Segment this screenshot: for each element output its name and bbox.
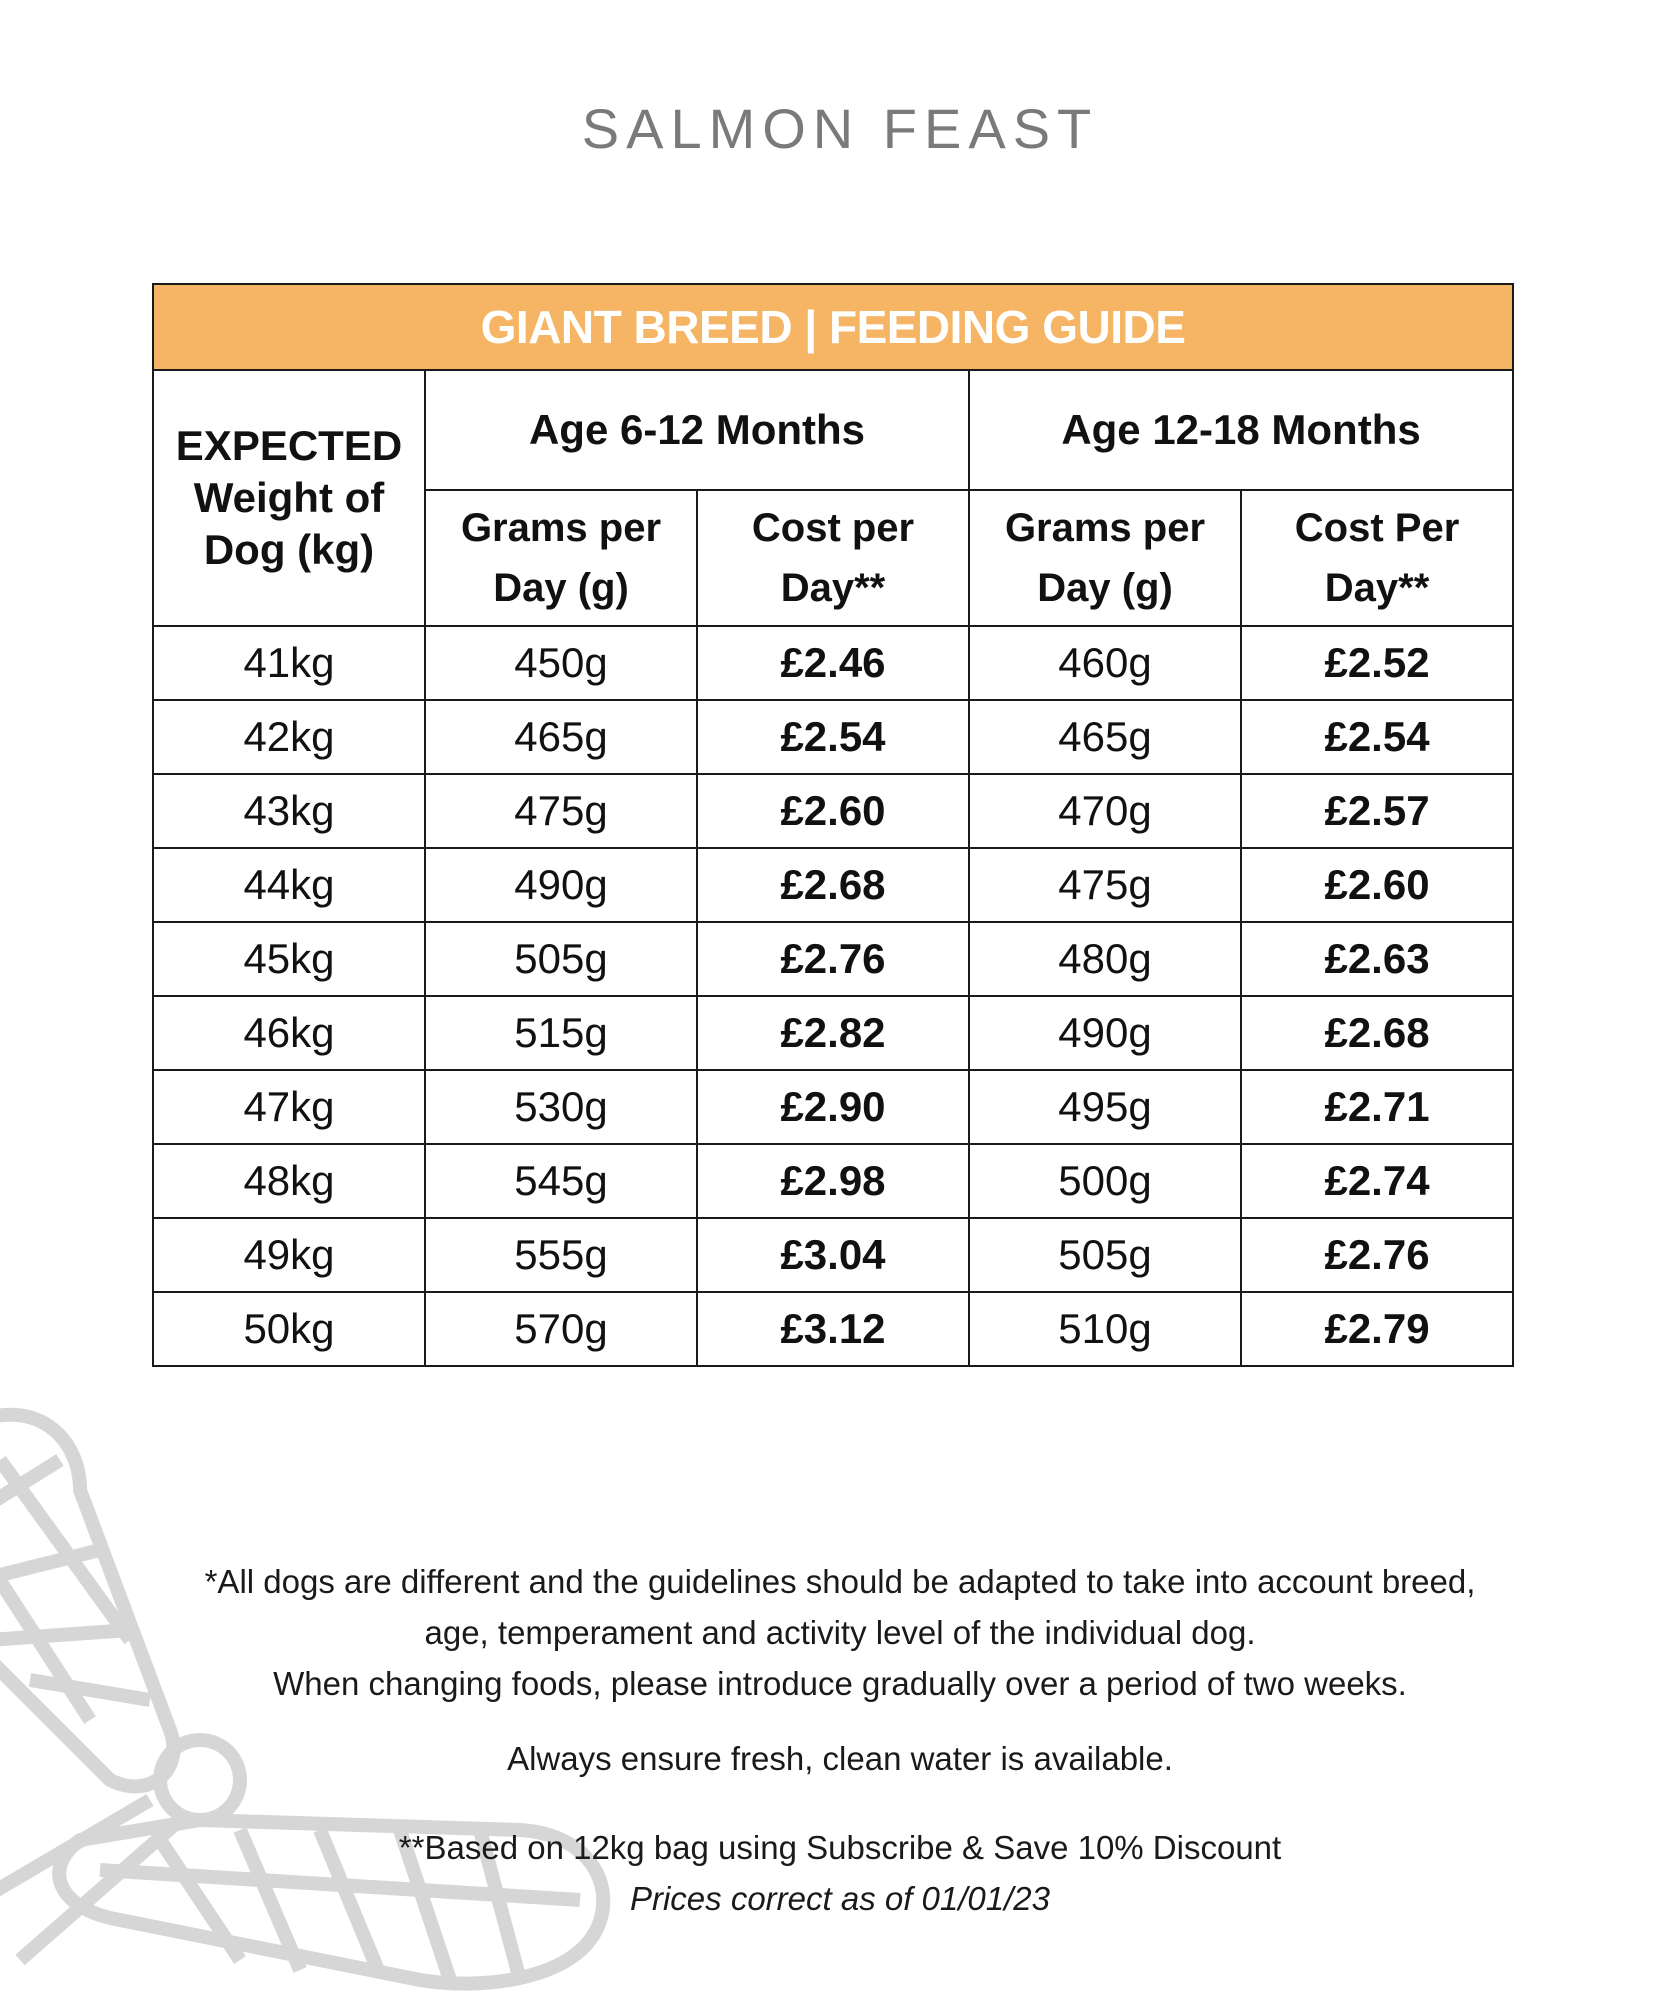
grams-cell: 570g <box>425 1292 697 1366</box>
weight-cell: 46kg <box>153 996 425 1070</box>
guideline-note-line-2: age, temperament and activity level of the individual dog. <box>424 1614 1256 1651</box>
sub-header-line: Grams per <box>1004 506 1206 550</box>
water-note <box>0 1740 1680 1778</box>
cost-cell: £2.46 <box>697 626 969 700</box>
grams-cell: 475g <box>425 774 697 848</box>
grams-cell: 460g <box>969 626 1241 700</box>
grams-cell: 480g <box>969 922 1241 996</box>
weight-cell: 42kg <box>153 700 425 774</box>
grams-cell: 510g <box>969 1292 1241 1366</box>
cost-cell: £2.60 <box>697 774 969 848</box>
grams-cell: 505g <box>969 1218 1241 1292</box>
based-on-text: **Based on 12kg bag using Subscribe & Save 10% Discount <box>398 1829 1282 1866</box>
water-note-text: Always ensure fresh, clean water is available. <box>507 1740 1173 1777</box>
sub-header-line: Grams per <box>460 506 662 550</box>
guideline-note <box>0 1556 1680 1709</box>
cost-cell: £2.52 <box>1241 626 1513 700</box>
sub-header-line: Day (g) <box>1037 566 1173 610</box>
age-group-6-12-header: Age 6-12 Months <box>425 370 969 490</box>
header-row-ages <box>153 370 1513 490</box>
table-row <box>153 626 1513 700</box>
age-group-12-18-header: Age 12-18 Months <box>969 370 1513 490</box>
weight-column-header <box>153 370 425 626</box>
grams-per-day-header-2 <box>969 490 1241 626</box>
grams-cell: 545g <box>425 1144 697 1218</box>
cost-cell: £2.68 <box>1241 996 1513 1070</box>
banner-row <box>153 284 1513 370</box>
weight-cell: 49kg <box>153 1218 425 1292</box>
weight-cell: 50kg <box>153 1292 425 1366</box>
cost-cell: £2.60 <box>1241 848 1513 922</box>
sub-header-line: Cost Per <box>1294 506 1460 550</box>
table-row <box>153 1218 1513 1292</box>
table-row <box>153 700 1513 774</box>
table-row <box>153 996 1513 1070</box>
cost-per-day-header-2 <box>1241 490 1513 626</box>
weight-cell: 44kg <box>153 848 425 922</box>
grams-cell: 475g <box>969 848 1241 922</box>
cost-cell: £2.90 <box>697 1070 969 1144</box>
table-row <box>153 848 1513 922</box>
weight-header-line-1: EXPECTED <box>175 422 403 469</box>
table-row <box>153 774 1513 848</box>
grams-cell: 465g <box>969 700 1241 774</box>
cost-cell: £2.76 <box>1241 1218 1513 1292</box>
cost-cell: £2.63 <box>1241 922 1513 996</box>
cost-cell: £2.54 <box>697 700 969 774</box>
pricing-note <box>0 1822 1680 1924</box>
grams-cell: 555g <box>425 1218 697 1292</box>
sub-header-line: Day** <box>780 566 886 610</box>
grams-cell: 490g <box>969 996 1241 1070</box>
prices-correct-text: Prices correct as of 01/01/23 <box>629 1880 1051 1917</box>
cost-cell: £2.98 <box>697 1144 969 1218</box>
grams-cell: 465g <box>425 700 697 774</box>
cost-cell: £2.54 <box>1241 700 1513 774</box>
weight-cell: 43kg <box>153 774 425 848</box>
grams-per-day-header-1 <box>425 490 697 626</box>
cost-per-day-header-1 <box>697 490 969 626</box>
grams-cell: 490g <box>425 848 697 922</box>
cost-cell: £2.82 <box>697 996 969 1070</box>
weight-header-line-2: Weight of <box>193 474 385 521</box>
table-row <box>153 922 1513 996</box>
weight-header-line-3: Dog (kg) <box>203 526 375 573</box>
grams-cell: 470g <box>969 774 1241 848</box>
cost-cell: £2.71 <box>1241 1070 1513 1144</box>
guideline-note-line-1: *All dogs are different and the guidelines should be adapted to take into account breed, <box>204 1563 1476 1600</box>
sub-header-line: Cost per <box>751 506 915 550</box>
cost-cell: £2.76 <box>697 922 969 996</box>
weight-cell: 48kg <box>153 1144 425 1218</box>
guideline-note-line-3: When changing foods, please introduce gradually over a period of two weeks. <box>273 1665 1407 1702</box>
sub-header-line: Day** <box>1324 566 1430 610</box>
table-banner: GIANT BREED | FEEDING GUIDE <box>153 284 1513 370</box>
sub-header-line: Day (g) <box>493 566 629 610</box>
cost-cell: £3.12 <box>697 1292 969 1366</box>
weight-cell: 41kg <box>153 626 425 700</box>
page-title: SALMON FEAST <box>581 97 1099 160</box>
grams-cell: 500g <box>969 1144 1241 1218</box>
cost-cell: £2.79 <box>1241 1292 1513 1366</box>
grams-cell: 530g <box>425 1070 697 1144</box>
feeding-guide-table <box>152 283 1514 1367</box>
grams-cell: 495g <box>969 1070 1241 1144</box>
grams-cell: 515g <box>425 996 697 1070</box>
cost-cell: £2.57 <box>1241 774 1513 848</box>
table-row <box>153 1070 1513 1144</box>
weight-cell: 45kg <box>153 922 425 996</box>
cost-cell: £3.04 <box>697 1218 969 1292</box>
table-row <box>153 1144 1513 1218</box>
cost-cell: £2.68 <box>697 848 969 922</box>
grams-cell: 450g <box>425 626 697 700</box>
weight-cell: 47kg <box>153 1070 425 1144</box>
table-row <box>153 1292 1513 1366</box>
grams-cell: 505g <box>425 922 697 996</box>
cost-cell: £2.74 <box>1241 1144 1513 1218</box>
